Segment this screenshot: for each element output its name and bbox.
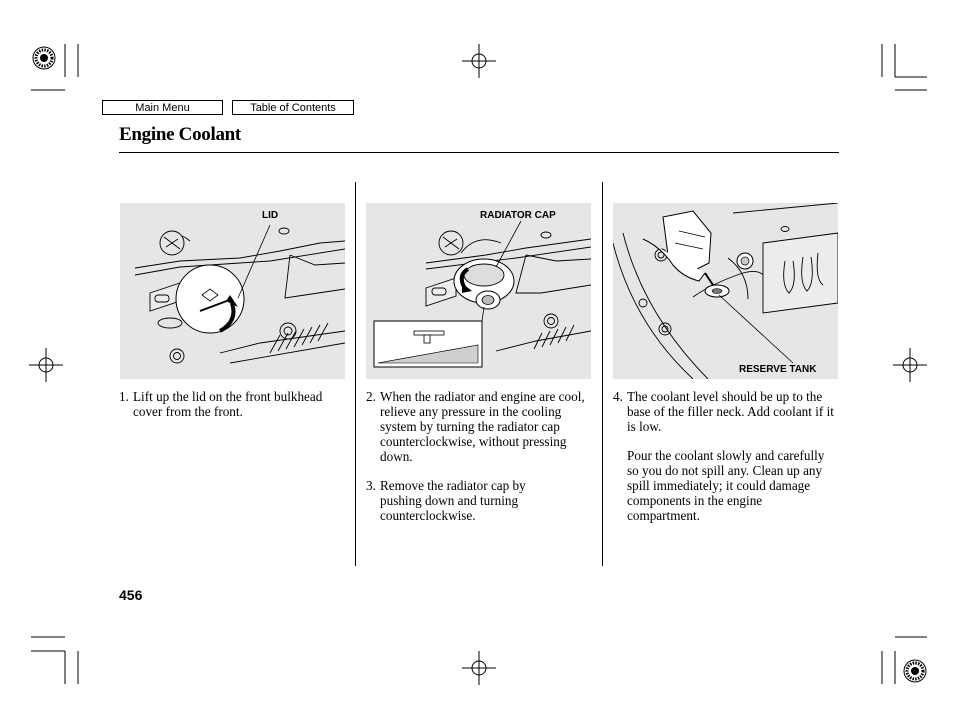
step-4-note-text: Pour the coolant slowly and carefully so you do not spill any. Clean up any spill immediately; it could damage components in the engine compartment. xyxy=(627,448,825,523)
radiator-cap-illustration xyxy=(366,203,591,379)
reserve-tank-illustration xyxy=(613,203,838,379)
step-4 xyxy=(613,389,835,434)
column-divider-2 xyxy=(602,182,603,566)
label-radiator-cap: RADIATOR CAP xyxy=(480,210,556,221)
step-3 xyxy=(366,478,588,523)
lid-illustration xyxy=(120,203,345,379)
step-1-number: 1. xyxy=(119,389,129,404)
page-title: Engine Coolant xyxy=(119,124,241,145)
step-2 xyxy=(366,389,588,464)
label-lid: LID xyxy=(262,210,279,221)
table-of-contents-button[interactable]: Table of Contents xyxy=(232,100,354,115)
step-3-number: 3. xyxy=(366,478,376,493)
step-4-note xyxy=(613,448,835,523)
page-number: 456 xyxy=(119,587,143,603)
figure-reserve-tank xyxy=(613,203,838,379)
step-3-text: Remove the radiator cap by pushing down and turning counterclockwise. xyxy=(380,478,526,523)
main-menu-button[interactable]: Main Menu xyxy=(102,100,223,115)
title-rule xyxy=(119,152,839,153)
step-1-text: Lift up the lid on the front bulkhead cover from the front. xyxy=(133,389,323,419)
column-divider-1 xyxy=(355,182,356,566)
step-4-number: 4. xyxy=(613,389,623,404)
step-2-text: When the radiator and engine are cool, relieve any pressure in the cooling system by turning the radiator cap counterclockwise, without pressing down. xyxy=(380,389,585,464)
step-4-text: The coolant level should be up to the base of the filler neck. Add coolant if it is low. xyxy=(627,389,834,434)
step-2-number: 2. xyxy=(366,389,376,404)
label-reserve-tank: RESERVE TANK xyxy=(739,364,817,375)
figure-radiator-cap xyxy=(366,203,591,379)
figure-lid xyxy=(120,203,345,379)
step-1 xyxy=(119,389,341,419)
